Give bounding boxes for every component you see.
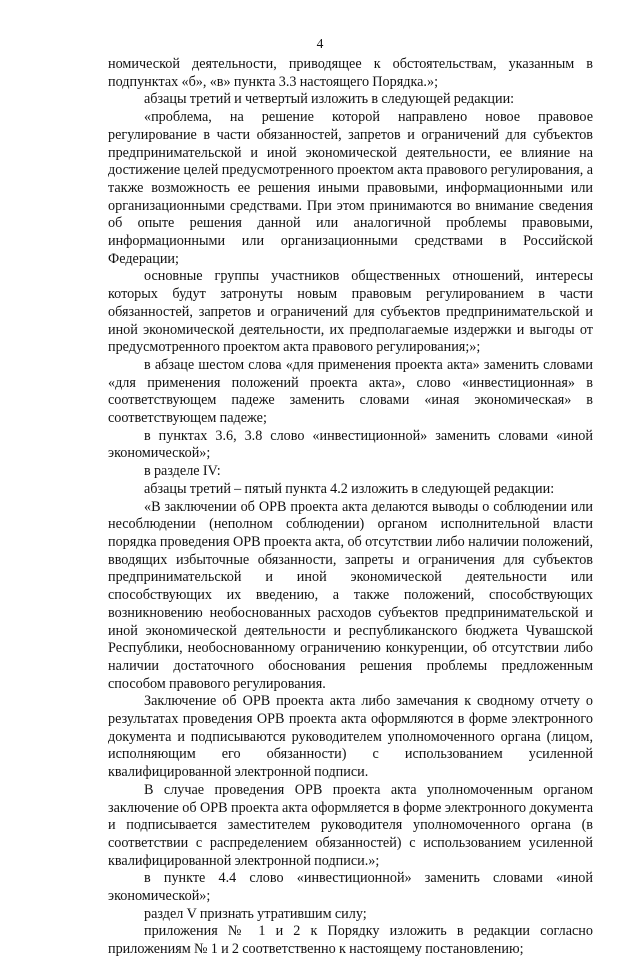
- paragraph-1: номической деятельности, приводящее к обстоятельствам, указанным в подпунктах «б», «в» пункта 3.3 настоящего Порядка.»;: [108, 56, 593, 90]
- paragraph-14: приложения № 1 и 2 к Порядку изложить в редакции согласно приложениям № 1 и 2 соответственно к настоящему постановлению;: [108, 923, 593, 958]
- paragraph-13: раздел V признать утратившим силу;: [144, 905, 367, 922]
- page-number: 4: [316, 36, 324, 51]
- paragraph-8: абзацы третий – пятый пункта 4.2 изложить в следующей редакции:: [144, 480, 555, 497]
- paragraph-4: основные группы участников общественных отношений, интересы которых будут затронуты новым правовым регулированием в части обязанностей, запретов и ограничений для субъектов предпринимательской и иной экономической деятельности, их предполагаемые издержки и выгоды от предусмотренного проектом акта правового регулирования;»;: [108, 268, 593, 356]
- paragraph-2: абзацы третий и четвертый изложить в следующей редакции:: [144, 91, 515, 108]
- paragraph-11: В случае проведения ОРВ проекта акта уполномоченным органом заключение об ОРВ проекта акта оформляется в форме электронного документа и подписывается заместителем руководителя уполномоченного органа (в соответствии с распределением обязанностей) с использованием усиленной квалифицированной электронной подписи.»;: [108, 781, 593, 869]
- document-body: [108, 56, 593, 959]
- paragraph-6: в пунктах 3.6, 3.8 слово «инвестиционной» заменить словами «иной экономической»;: [108, 427, 593, 462]
- paragraph-12: в пункте 4.4 слово «инвестиционной» заменить словами «иной экономической»;: [108, 870, 593, 905]
- paragraph-9: «В заключении об ОРВ проекта акта делаются выводы о соблюдении или несоблюдении (неполном соблюдении) органом исполнительной власти порядка проведения ОРВ проекта акта, об отсутствии либо наличии положений, вводящих избыточные обязанности, запреты и ограничения для субъектов предпринимательской и иной экономической деятельности или способствующих их введению, а также положений, способствующих возникновению необоснованных расходов субъектов предпринимательской и иной экономической деятельности и республиканского бюджета Чувашской Республики, необоснованному ограничению конкуренции, об отсутствии либо наличии достаточного обоснования решения проблемы предложенным способом правового регулирования.: [108, 498, 593, 692]
- paragraph-3: «проблема, на решение которой направлено новое правовое регулирование в части обязанностей, запретов и ограничений для субъектов предпринимательской и иной экономической деятельности, ее влияние на достижение целей предусмотренного проектом акта правового регулирования, а также возможность ее решения иными правовыми, информационными или организационными средствами. При этом принимаются во внимание сведения об опыте решения данной или аналогичной проблемы правовыми, информационными или организационными средствами в Российской Федерации;: [108, 109, 593, 267]
- paragraph-10: Заключение об ОРВ проекта акта либо замечания к сводному отчету о результатах проведения ОРВ проекта акта оформляются в форме электронного документа и подписываются руководителем уполномоченного органа (лицом, исполняющим его обязанности) с использованием усиленной квалифицированной электронной подписи.: [108, 693, 593, 781]
- paragraph-5: в абзаце шестом слова «для применения проекта акта» заменить словами «для применения положений проекта акта», слово «инвестиционная» в соответствующем падеже заменить словами «иная экономическая» в соответствующем падеже;: [108, 356, 593, 427]
- paragraph-7: в разделе IV:: [144, 463, 221, 480]
